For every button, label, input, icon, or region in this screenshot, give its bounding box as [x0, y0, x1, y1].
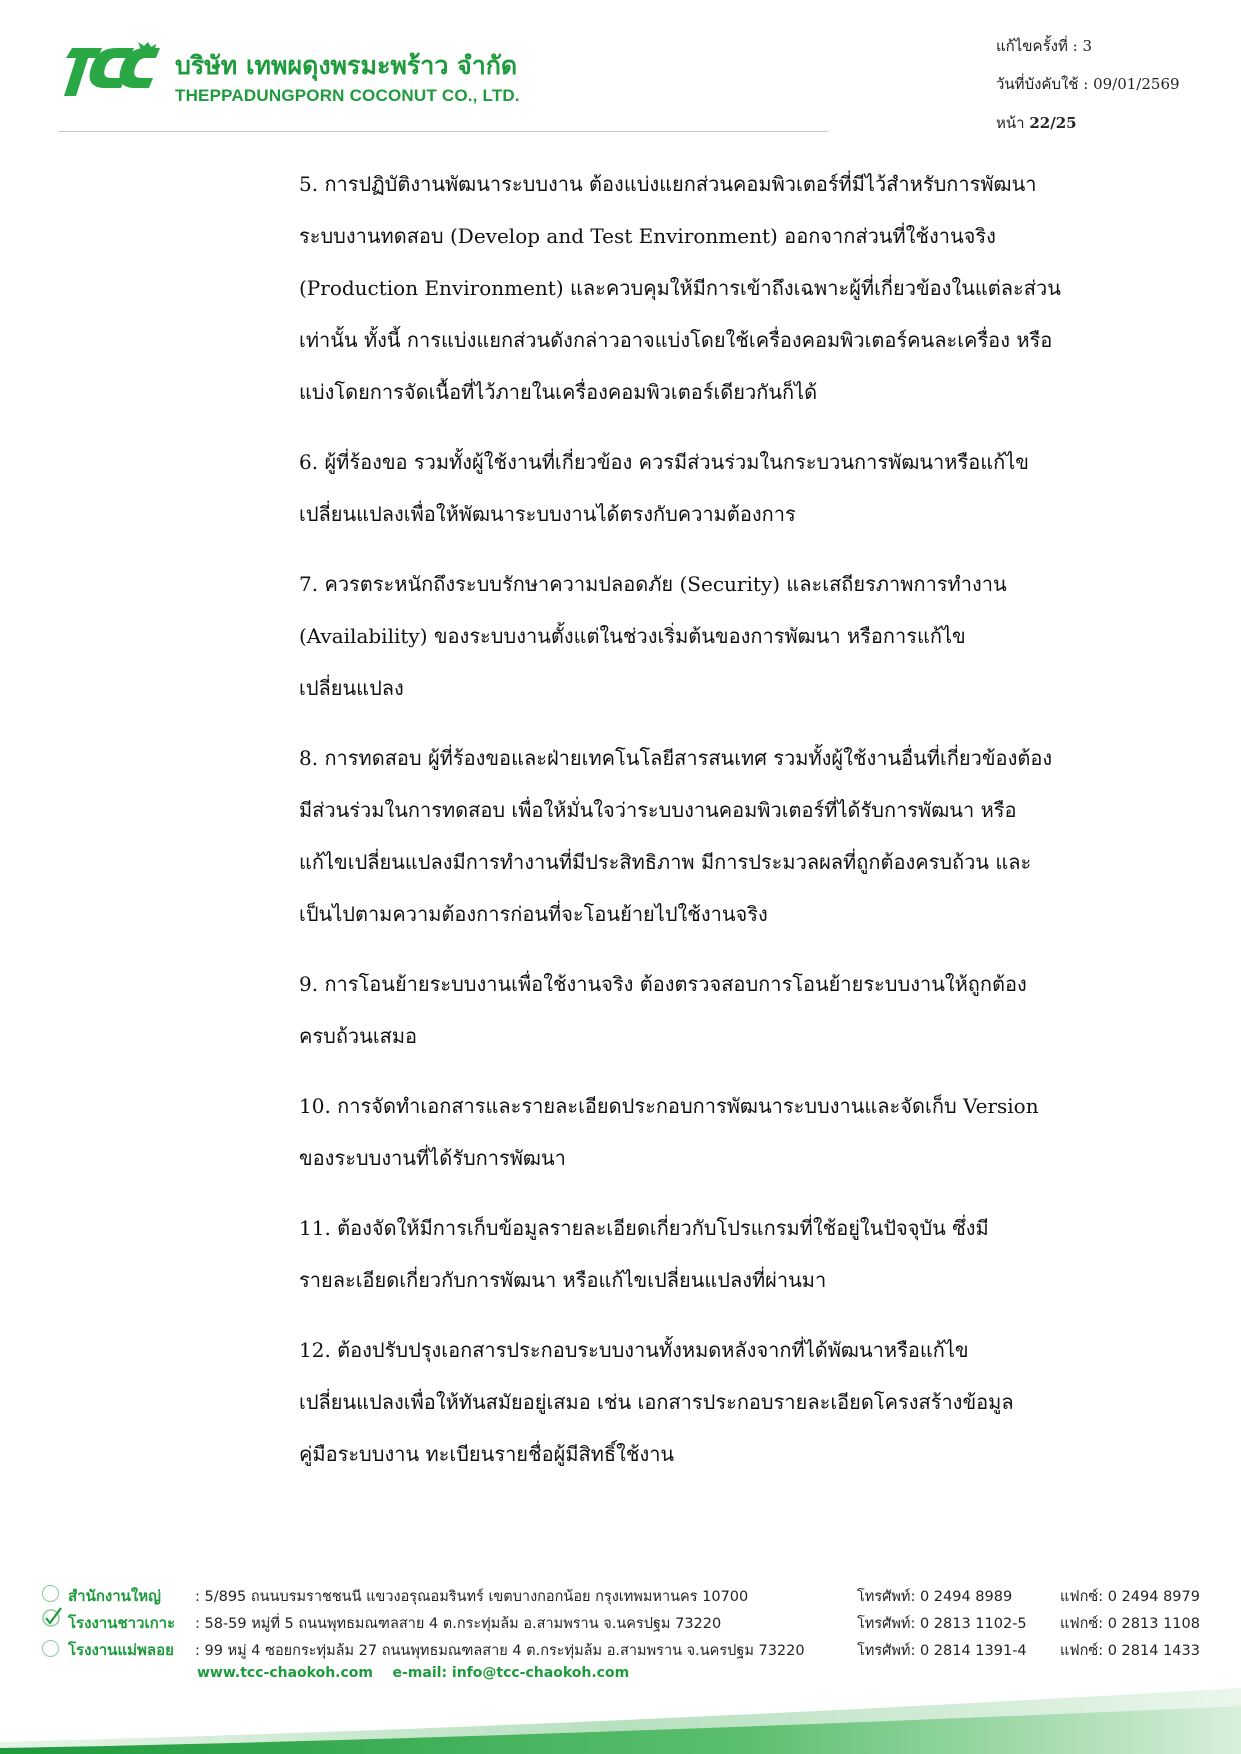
footer-wave-decoration: [0, 1680, 1241, 1754]
location-head-office: สำนักงานใหญ่: [68, 1587, 161, 1605]
paragraph-5: [299, 158, 1099, 418]
paragraph-12: [299, 1324, 1099, 1480]
checkmark-icon: [42, 1606, 64, 1628]
text-line: 12. ต้องปรับปรุงเอกสารประกอบระบบงานทั้งหมดหลังจากที่ได้พัฒนาหรือแก้ไข: [299, 1338, 969, 1362]
address-head-office: : 5/895 ถนนบรมราชชนนี แขวงอรุณอมรินทร์ เขตบางกอกน้อย กรุงเทพมหานคร 10700: [195, 1589, 749, 1605]
text-line: เปลี่ยนแปลงเพื่อให้ทันสมัยอยู่เสมอ เช่น เอกสารประกอบรายละเอียดโครงสร้างข้อมูล: [299, 1390, 1014, 1414]
paragraph-10: [299, 1080, 1099, 1184]
company-name-english: THEPPADUNGPORN COCONUT CO., LTD.: [175, 86, 520, 105]
text-line: เท่านั้น ทั้งนี้ การแบ่งแยกส่วนดังกล่าวอาจแบ่งโดยใช้เครื่องคอมพิวเตอร์คนละเครื่อง หรือ: [299, 328, 1053, 352]
text-line: มีส่วนร่วมในการทดสอบ เพื่อให้มั่นใจว่าระบบงานคอมพิวเตอร์ที่ได้รับการพัฒนา หรือ: [299, 798, 1017, 822]
text-line: 6. ผู้ที่ร้องขอ รวมทั้งผู้ใช้งานที่เกี่ยวข้อง ควรมีส่วนร่วมในกระบวนการพัฒนาหรือแก้ไข: [299, 450, 1029, 474]
phone-maeploy-factory: โทรศัพท์: 0 2814 1391-4: [857, 1643, 1027, 1659]
paragraph-6: [299, 436, 1099, 540]
unchecked-circle-icon: [42, 1640, 59, 1657]
text-line: 8. การทดสอบ ผู้ที่ร้องขอและฝ่ายเทคโนโลยีสารสนเทศ รวมทั้งผู้ใช้งานอื่นที่เกี่ยวข้องต้อง: [299, 746, 1053, 770]
paragraph-11: [299, 1202, 1099, 1306]
contact-links: [197, 1665, 629, 1681]
address-chaokoh-factory: : 58-59 หมู่ที่ 5 ถนนพุทธมณฑลสาย 4 ต.กระทุ่มล้ม อ.สามพราน จ.นครปฐม 73220: [195, 1616, 722, 1632]
text-line: คู่มือระบบงาน ทะเบียนรายชื่อผู้มีสิทธิ์ใช้งาน: [299, 1442, 675, 1466]
text-line: ระบบงานทดสอบ (Develop and Test Environment) ออกจากส่วนที่ใช้งานจริง: [299, 224, 996, 248]
text-line: เปลี่ยนแปลง: [299, 676, 404, 700]
unchecked-circle-icon: [42, 1585, 59, 1602]
text-line: แก้ไขเปลี่ยนแปลงมีการทำงานที่มีประสิทธิภาพ มีการประมวลผลที่ถูกต้องครบถ้วน และ: [299, 850, 1032, 874]
page-number: 22/25: [1029, 114, 1077, 132]
text-line: (Production Environment) และควบคุมให้มีการเข้าถึงเฉพาะผู้ที่เกี่ยวข้องในแต่ละส่วน: [299, 276, 1061, 300]
company-name-thai: บริษัท เทพผดุงพรมะพร้าว จำกัด: [175, 51, 518, 80]
paragraph-9: [299, 958, 1099, 1062]
document-body: [299, 158, 1099, 1498]
text-line: 5. การปฏิบัติงานพัฒนาระบบงาน ต้องแบ่งแยกส่วนคอมพิวเตอร์ที่มีไว้สำหรับการพัฒนา: [299, 172, 1037, 196]
location-maeploy-factory: โรงงานแม่พลอย: [68, 1641, 174, 1659]
text-line: เป็นไปตามความต้องการก่อนที่จะโอนย้ายไปใช้งานจริง: [299, 902, 768, 926]
text-line: ของระบบงานที่ได้รับการพัฒนา: [299, 1146, 566, 1170]
page-indicator: [996, 111, 1077, 135]
paragraph-8: [299, 732, 1099, 940]
effective-date: [996, 72, 1180, 96]
text-line: ครบถ้วนเสมอ: [299, 1024, 418, 1048]
page-label: หน้า: [996, 114, 1025, 132]
header-divider: [58, 131, 828, 132]
website-link[interactable]: www.tcc-chaokoh.com: [197, 1665, 373, 1681]
text-line: 9. การโอนย้ายระบบงานเพื่อใช้งานจริง ต้องตรวจสอบการโอนย้ายระบบงานให้ถูกต้อง: [299, 972, 1027, 996]
text-line: 7. ควรตระหนักถึงระบบรักษาความปลอดภัย (Security) และเสถียรภาพการทำงาน: [299, 572, 1007, 596]
tcc-logo: [58, 40, 160, 102]
text-line: เปลี่ยนแปลงเพื่อให้พัฒนาระบบงานได้ตรงกับความต้องการ: [299, 502, 796, 526]
address-maeploy-factory: : 99 หมู่ 4 ซอยกระทุ่มล้ม 27 ถนนพุทธมณฑลสาย 4 ต.กระทุ่มล้ม อ.สามพราน จ.นครปฐม 73220: [195, 1643, 805, 1659]
fax-chaokoh-factory: แฟกซ์: 0 2813 1108: [1060, 1616, 1200, 1632]
text-line: 11. ต้องจัดให้มีการเก็บข้อมูลรายละเอียดเกี่ยวกับโปรแกรมที่ใช้อยู่ในปัจจุบัน ซึ่งมี: [299, 1216, 989, 1240]
fax-maeploy-factory: แฟกซ์: 0 2814 1433: [1060, 1643, 1200, 1659]
effective-date-label: วันที่บังคับใช้ :: [996, 75, 1089, 93]
email-link[interactable]: e-mail: info@tcc-chaokoh.com: [392, 1665, 630, 1681]
phone-head-office: โทรศัพท์: 0 2494 8989: [857, 1589, 1013, 1605]
text-line: 10. การจัดทำเอกสารและรายละเอียดประกอบการพัฒนาระบบงานและจัดเก็บ Version: [299, 1094, 1039, 1118]
effective-date-value: 09/01/2569: [1093, 75, 1180, 93]
text-line: (Availability) ของระบบงานตั้งแต่ในช่วงเริ่มต้นของการพัฒนา หรือการแก้ไข: [299, 624, 966, 648]
text-line: แบ่งโดยการจัดเนื้อที่ไว้ภายในเครื่องคอมพิวเตอร์เดียวกันก็ได้: [299, 380, 818, 404]
paragraph-7: [299, 558, 1099, 714]
text-line: รายละเอียดเกี่ยวกับการพัฒนา หรือแก้ไขเปลี่ยนแปลงที่ผ่านมา: [299, 1268, 827, 1292]
revision-number: แก้ไขครั้งที่ : 3: [996, 37, 1092, 55]
svg-text:TCC: TCC: [58, 40, 61, 41]
fax-head-office: แฟกซ์: 0 2494 8979: [1060, 1589, 1200, 1605]
location-chaokoh-factory: โรงงานชาวเกาะ: [68, 1614, 176, 1632]
phone-chaokoh-factory: โทรศัพท์: 0 2813 1102-5: [857, 1616, 1027, 1632]
